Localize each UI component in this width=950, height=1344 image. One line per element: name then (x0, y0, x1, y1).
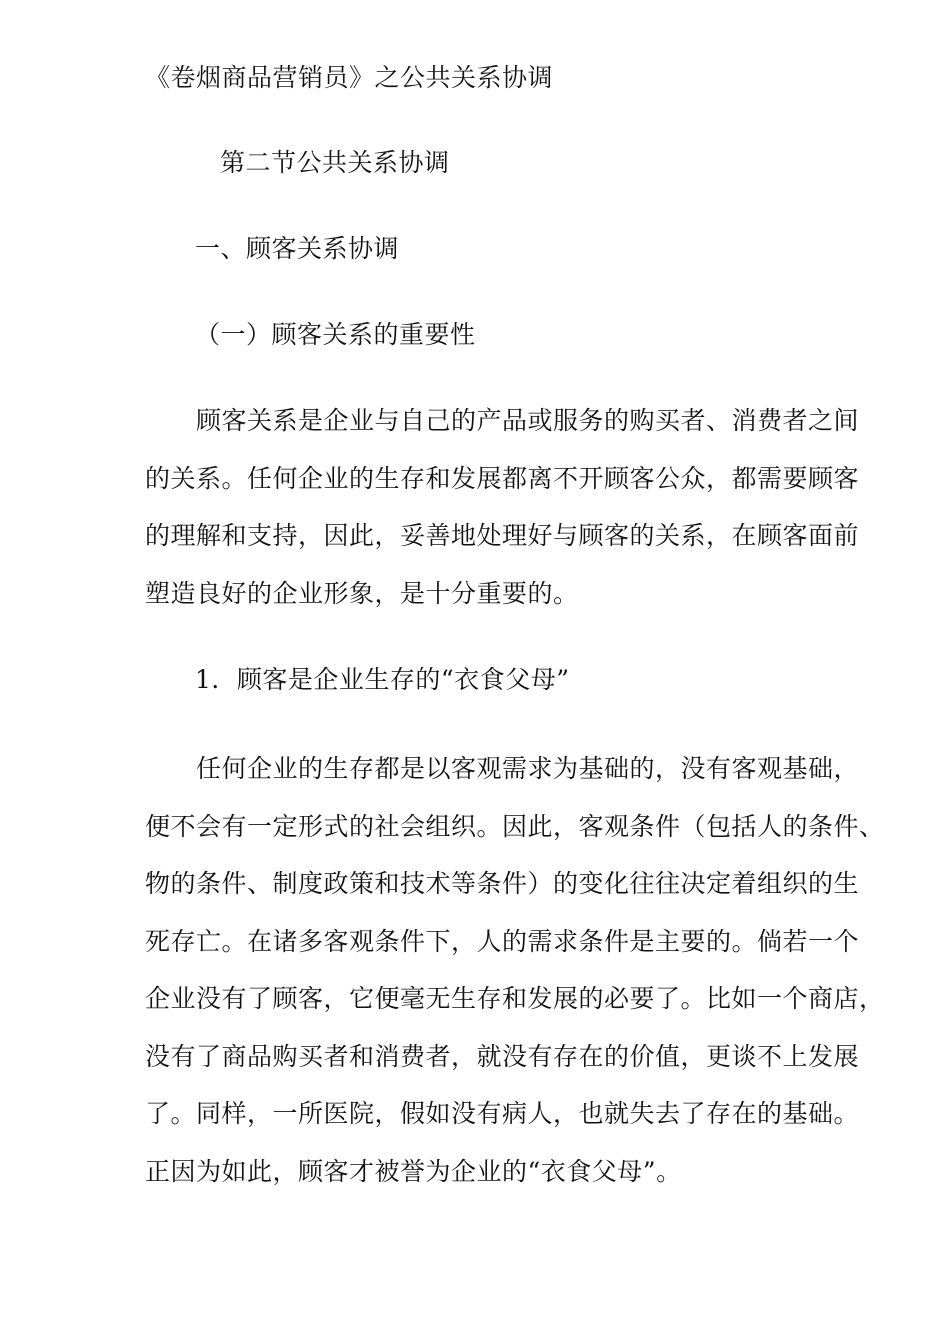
paragraph-line: 便不会有一定形式的社会组织。因此，客观条件（包括人的条件、 (145, 811, 885, 841)
paragraph-line: 企业没有了顾客，它便毫无生存和发展的必要了。比如一个商店， (145, 984, 885, 1013)
sub-subsection-heading: （一）顾客关系的重要性 (195, 320, 476, 349)
document-title: 《卷烟商品营销员》之公共关系协调 (145, 63, 554, 92)
section-heading: 第二节公共关系协调 (220, 148, 450, 177)
subsection-heading: 一、顾客关系协调 (195, 234, 400, 263)
paragraph-line: 了。同样，一所医院，假如没有病人，也就失去了存在的基础。 (145, 1099, 860, 1128)
paragraph-line: 没有了商品购买者和消费者，就没有存在的价值，更谈不上发展 (145, 1041, 860, 1071)
paragraph-line: 死存亡。在诸多客观条件下，人的需求条件是主要的。倘若一个 (145, 926, 860, 956)
paragraph-line: 塑造良好的企业形象，是十分重要的。 (145, 578, 579, 608)
paragraph-point1-body (145, 740, 885, 1200)
paragraph-line: 的理解和支持，因此，妥善地处理好与顾客的关系，在顾客面前 (145, 521, 860, 550)
point1-heading: 1．顾客是企业生存的“衣食父母” (195, 665, 570, 694)
paragraph-line: 正因为如此，顾客才被誉为企业的“衣食父母”。 (145, 1156, 682, 1186)
paragraph-line: 的关系。任何企业的生存和发展都离不开顾客公众，都需要顾客 (145, 463, 860, 493)
paragraph-line: 顾客关系是企业与自己的产品或服务的购买者、消费者之间 (145, 406, 860, 435)
paragraph-line: 任何企业的生存都是以客观需求为基础的，没有客观基础， (145, 754, 860, 783)
paragraph-customer-relations (145, 392, 865, 622)
paragraph-line: 物的条件、制度政策和技术等条件）的变化往往决定着组织的生 (145, 869, 860, 898)
